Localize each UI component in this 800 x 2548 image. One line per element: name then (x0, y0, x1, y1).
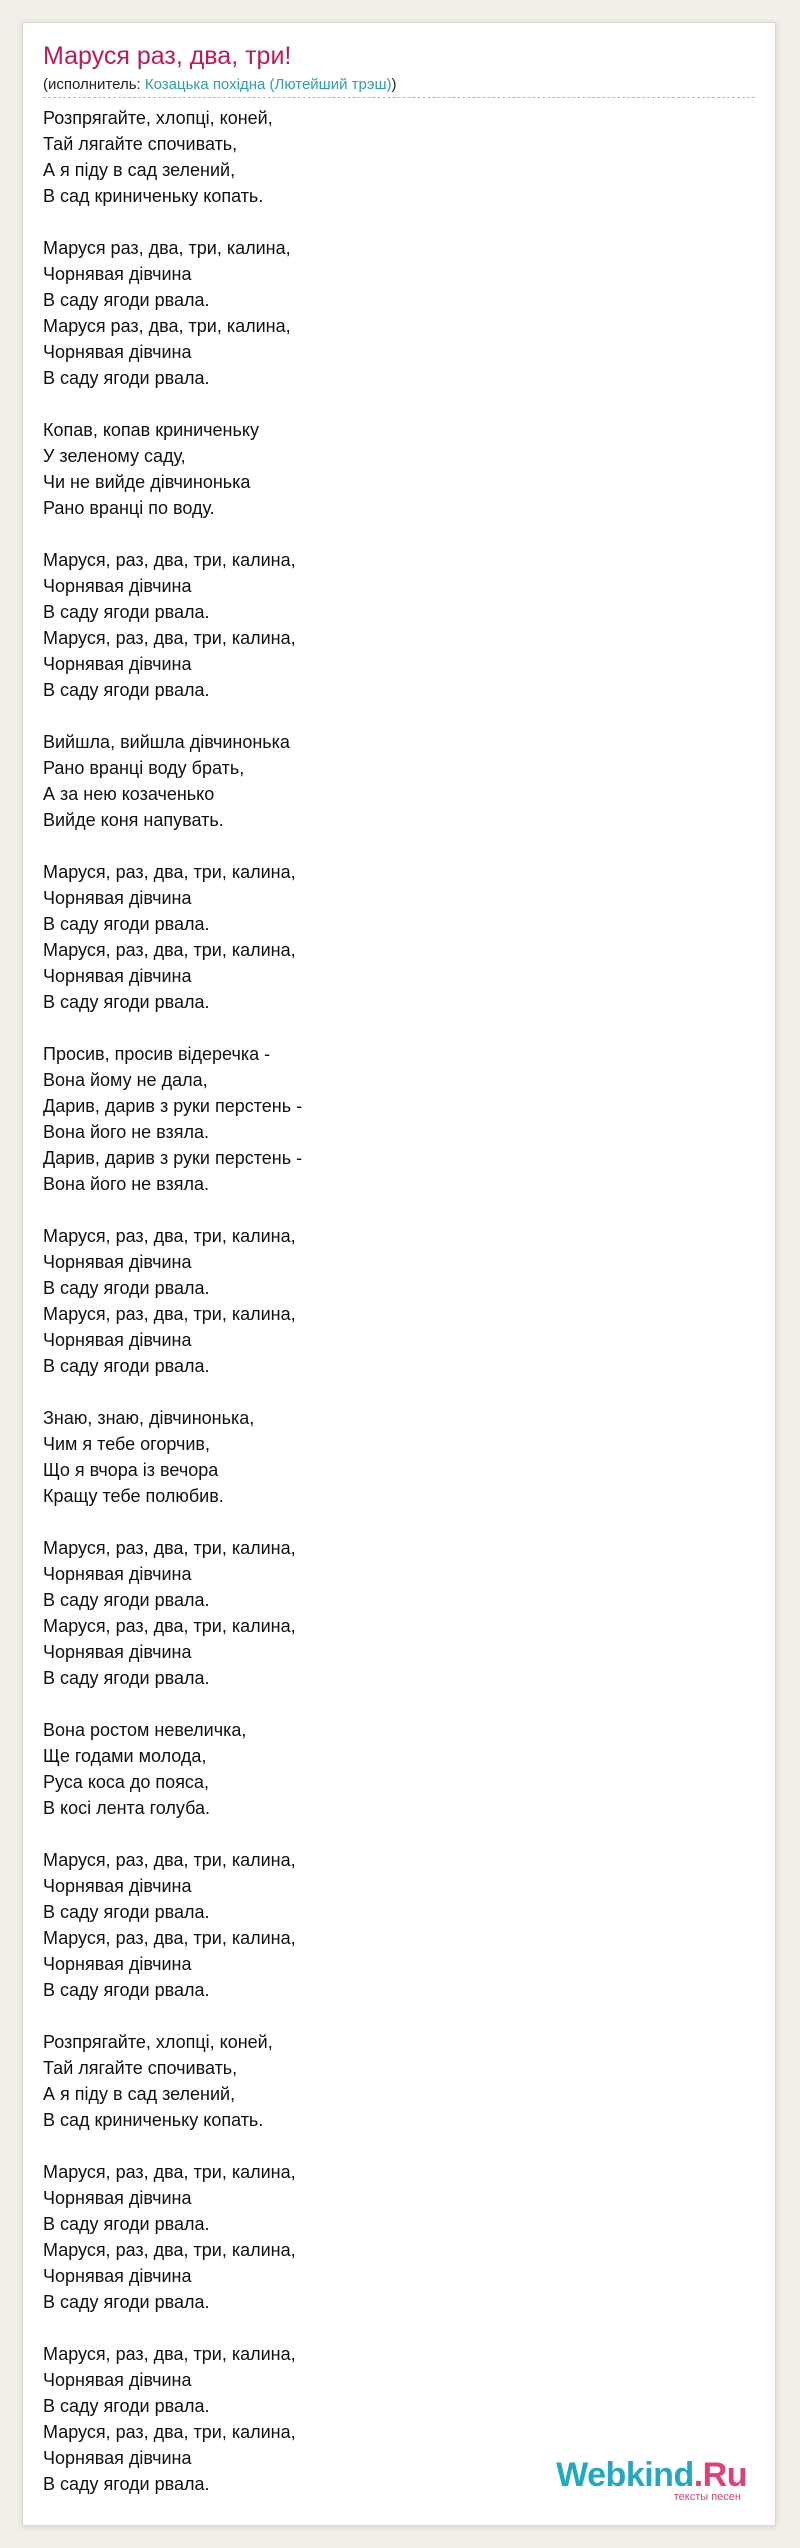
lyrics-line: В саду ягоди рвала. (43, 1356, 210, 1376)
lyrics-stanza (43, 235, 743, 391)
lyrics-line: Тай лягайте спочивать, (43, 2058, 238, 2078)
lyrics-line: А я піду в сад зелений, (43, 160, 236, 180)
lyrics-text (43, 105, 743, 2523)
lyrics-line: Вона ростом невеличка, (43, 1720, 247, 1740)
lyrics-line: Чорнявая дівчина (43, 2266, 192, 2286)
lyrics-line: В саду ягоди рвала. (43, 602, 210, 622)
artist-prefix: (исполнитель: (43, 76, 145, 93)
lyrics-line: Вийде коня напувать. (43, 810, 224, 830)
lyrics-line: Чорнявая дівчина (43, 1564, 192, 1584)
lyrics-line: Чорнявая дівчина (43, 1252, 192, 1272)
site-logo[interactable] (556, 2457, 747, 2503)
lyrics-line: Чорнявая дівчина (43, 264, 192, 284)
lyrics-line: Вона його не взяла. (43, 1174, 210, 1194)
lyrics-line: В саду ягоди рвала. (43, 1590, 210, 1610)
lyrics-line: В саду ягоди рвала. (43, 992, 210, 1012)
lyrics-line: В саду ягоди рвала. (43, 2292, 210, 2312)
lyrics-line: Рано вранці по воду. (43, 498, 215, 518)
lyrics-line: Маруся, раз, два, три, калина, (43, 2240, 296, 2260)
lyrics-stanza (43, 859, 743, 1015)
lyrics-line: Маруся раз, два, три, калина, (43, 316, 291, 336)
lyrics-line: Чорнявая дівчина (43, 342, 192, 362)
lyrics-stanza (43, 729, 743, 833)
lyrics-line: Чорнявая дівчина (43, 888, 192, 908)
lyrics-line: Чорнявая дівчина (43, 576, 192, 596)
lyrics-line: Маруся раз, два, три, калина, (43, 238, 291, 258)
lyrics-line: В саду ягоди рвала. (43, 1278, 210, 1298)
lyrics-line: Маруся, раз, два, три, калина, (43, 628, 296, 648)
lyrics-card (22, 22, 776, 2526)
lyrics-stanza (43, 1223, 743, 1379)
lyrics-line: Маруся, раз, два, три, калина, (43, 862, 296, 882)
lyrics-line: Маруся, раз, два, три, калина, (43, 1304, 296, 1324)
lyrics-line: Чорнявая дівчина (43, 2448, 192, 2468)
lyrics-line: Розпрягайте, хлопці, коней, (43, 2032, 273, 2052)
lyrics-line: Чорнявая дівчина (43, 1330, 192, 1350)
lyrics-line: Чорнявая дівчина (43, 966, 192, 986)
lyrics-line: Вона йому не дала, (43, 1070, 208, 1090)
lyrics-line: В саду ягоди рвала. (43, 2214, 210, 2234)
lyrics-stanza (43, 1717, 743, 1821)
artist-line (43, 75, 755, 98)
logo-tagline: тексты песен (673, 2491, 741, 2503)
lyrics-line: Вона його не взяла. (43, 1122, 210, 1142)
lyrics-line: Чорнявая дівчина (43, 654, 192, 674)
lyrics-line: Маруся, раз, два, три, калина, (43, 940, 296, 960)
lyrics-line: В саду ягоди рвала. (43, 1980, 210, 2000)
lyrics-stanza (43, 105, 743, 209)
lyrics-line: У зеленому саду, (43, 446, 186, 466)
lyrics-line: Вийшла, вийшла дівчинонька (43, 732, 290, 752)
lyrics-line: Маруся, раз, два, три, калина, (43, 550, 296, 570)
lyrics-line: В сад криниченьку копать. (43, 2110, 264, 2130)
lyrics-line: В саду ягоди рвала. (43, 914, 210, 934)
lyrics-stanza (43, 2159, 743, 2315)
lyrics-line: Чим я тебе огорчив, (43, 1434, 210, 1454)
lyrics-line: Маруся, раз, два, три, калина, (43, 1226, 296, 1246)
lyrics-stanza (43, 547, 743, 703)
lyrics-line: Маруся, раз, два, три, калина, (43, 2162, 296, 2182)
lyrics-line: В саду ягоди рвала. (43, 1902, 210, 1922)
lyrics-stanza (43, 1041, 743, 1197)
lyrics-line: А я піду в сад зелений, (43, 2084, 236, 2104)
lyrics-line: Маруся, раз, два, три, калина, (43, 1850, 296, 1870)
lyrics-line: В саду ягоди рвала. (43, 2396, 210, 2416)
lyrics-line: Що я вчора із вечора (43, 1460, 219, 1480)
lyrics-line: Маруся, раз, два, три, калина, (43, 1616, 296, 1636)
lyrics-stanza (43, 1847, 743, 2003)
lyrics-line: Руса коса до пояса, (43, 1772, 209, 1792)
lyrics-line: Чи не вийде дівчинонька (43, 472, 251, 492)
lyrics-line: Копав, копав криниченьку (43, 420, 259, 440)
lyrics-line: Ще годами молода, (43, 1746, 207, 1766)
lyrics-line: Чорнявая дівчина (43, 2370, 192, 2390)
lyrics-line: Маруся, раз, два, три, калина, (43, 1928, 296, 1948)
lyrics-line: В саду ягоди рвала. (43, 290, 210, 310)
lyrics-line: Рано вранці воду брать, (43, 758, 245, 778)
lyrics-line: Чорнявая дівчина (43, 1642, 192, 1662)
lyrics-line: Просив, просив відеречка - (43, 1044, 271, 1064)
lyrics-line: Маруся, раз, два, три, калина, (43, 2344, 296, 2364)
lyrics-line: Дарив, дарив з руки перстень - (43, 1096, 303, 1116)
lyrics-line: Чорнявая дівчина (43, 1876, 192, 1896)
lyrics-stanza (43, 417, 743, 521)
lyrics-line: Чорнявая дівчина (43, 2188, 192, 2208)
lyrics-line: В сад криниченьку копать. (43, 186, 264, 206)
lyrics-line: Тай лягайте спочивать, (43, 134, 238, 154)
lyrics-line: Чорнявая дівчина (43, 1954, 192, 1974)
logo-tld: .Ru (693, 2456, 747, 2494)
logo-name: Webkind (556, 2456, 694, 2494)
lyrics-line: В саду ягоди рвала. (43, 368, 210, 388)
lyrics-line: Кращу тебе полюбив. (43, 1486, 224, 1506)
lyrics-stanza (43, 2029, 743, 2133)
lyrics-stanza (43, 1405, 743, 1509)
lyrics-line: В саду ягоди рвала. (43, 1668, 210, 1688)
lyrics-line: В саду ягоди рвала. (43, 2474, 210, 2494)
artist-link[interactable]: Козацька похідна (Лютейший трэш) (144, 76, 392, 93)
lyrics-line: Маруся, раз, два, три, калина, (43, 1538, 296, 1558)
artist-suffix: ) (391, 76, 397, 93)
lyrics-line: Розпрягайте, хлопці, коней, (43, 108, 273, 128)
song-title: Маруся раз, два, три! (43, 42, 292, 70)
lyrics-line: В косі лента голуба. (43, 1798, 211, 1818)
lyrics-line: Маруся, раз, два, три, калина, (43, 2422, 296, 2442)
lyrics-line: Дарив, дарив з руки перстень - (43, 1148, 303, 1168)
lyrics-stanza (43, 1535, 743, 1691)
lyrics-line: Знаю, знаю, дівчинонька, (43, 1408, 255, 1428)
lyrics-line: В саду ягоди рвала. (43, 680, 210, 700)
lyrics-line: А за нею козаченько (43, 784, 215, 804)
